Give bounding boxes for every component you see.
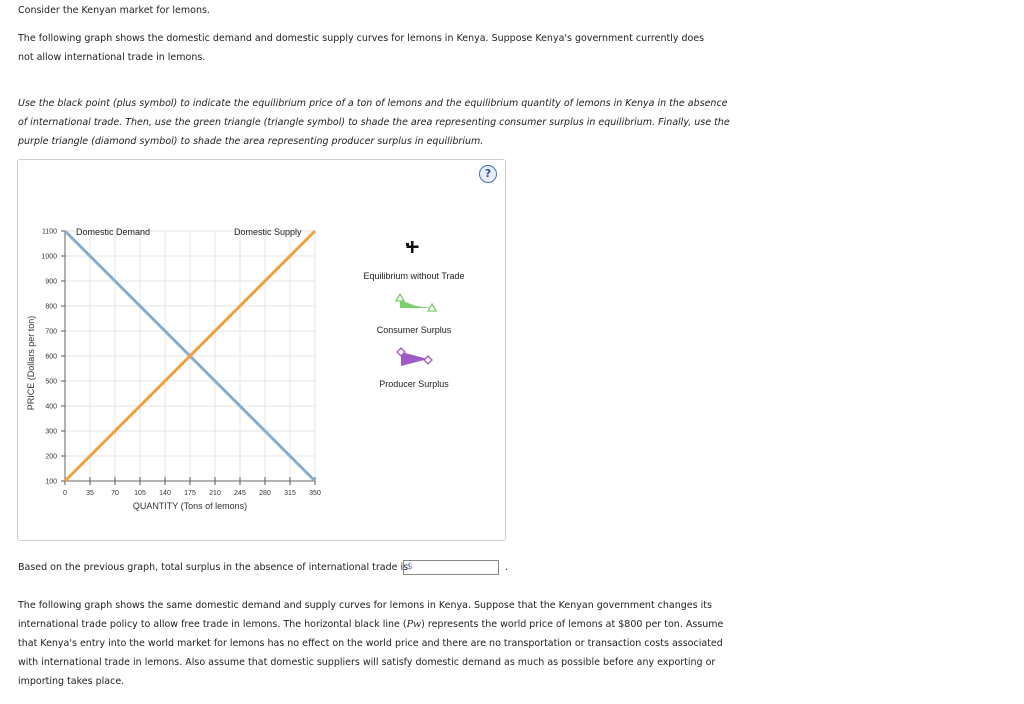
x-tick-label: 210 (209, 490, 221, 497)
x-tick-label: 350 (309, 490, 321, 497)
consumer-surplus-tool[interactable] (377, 294, 452, 335)
free-trade-text-b: ) represents the world price of lemons at $800 per ton. Assume that Kenya's entry into the world market for lemons has no effect on the world price and there are no transportation or transaction costs associated with international trade in lemons. Also assume that domestic suppliers will satisfy domestic demand as much as possible before any exporting or importing takes place. (18, 619, 724, 687)
y-tick-label: 100 (45, 478, 57, 486)
y-tick-label: 700 (45, 328, 57, 336)
question-period: . (505, 562, 509, 573)
x-tick-label: 140 (159, 490, 171, 497)
y-axis-label: PRICE (Dollars per ton) (26, 315, 36, 411)
demand-curve-label: Domestic Demand (76, 227, 151, 237)
plus-icon (406, 241, 419, 253)
supply-demand-chart[interactable] (18, 160, 505, 540)
producer-surplus-tool[interactable] (379, 348, 449, 389)
total-surplus-question: Based on the previous graph, total surplus in the absence of international trade is (18, 562, 409, 573)
graph-panel (17, 159, 506, 541)
x-tick-label: 245 (234, 490, 246, 497)
y-tick-label: 400 (45, 403, 57, 411)
y-tick-label: 500 (45, 378, 57, 386)
free-trade-paragraph (18, 596, 730, 691)
y-tick-label: 600 (45, 353, 57, 361)
y-tick-label: 900 (45, 278, 57, 286)
y-tick-label: 300 (45, 428, 57, 436)
triangle-icon (396, 294, 436, 311)
help-icon[interactable]: ? (479, 165, 497, 183)
x-tick-label: 280 (259, 490, 271, 497)
equilibrium-legend-label: Equilibrium without Trade (363, 271, 465, 281)
x-tick-label: 105 (134, 490, 146, 497)
producer-surplus-legend-label: Producer Surplus (379, 379, 449, 389)
x-tick-label: 175 (184, 490, 196, 497)
total-surplus-input[interactable]: $ (403, 560, 499, 575)
instructions-paragraph: Use the black point (plus symbol) to indicate the equilibrium price of a ton of lemons and the equilibrium quantity of lemons in Kenya in the absence of international trade. Then, use the green triangle (triangle symbol) to shade the area representing consumer surplus in equilibrium. Finally, use the purple triangle (diamond symbol) to shade the area representing producer surplus in equilibrium. (18, 98, 730, 147)
consumer-surplus-legend-label: Consumer Surplus (376, 325, 452, 335)
y-tick-label: 1000 (41, 253, 57, 261)
x-tick-label: 70 (111, 490, 119, 497)
world-price-symbol: Pw (406, 619, 422, 630)
x-axis-label: QUANTITY (Tons of lemons) (132, 501, 248, 511)
diamond-icon (397, 348, 432, 366)
supply-curve-label: Domestic Supply (234, 227, 302, 237)
intro-text: Consider the Kenyan market for lemons. (18, 5, 210, 16)
free-trade-text-a: The following graph shows the same domestic demand and supply curves for lemons in Kenya. Suppose that the Kenyan government changes its international trade policy to allow free trade in lemons. The horizontal black line ( (18, 600, 712, 630)
x-tick-label: 315 (284, 490, 296, 497)
context-paragraph: The following graph shows the domestic demand and domestic supply curves for lemons in Kenya. Suppose Kenya's government currently does not allow international trade in lemons. (18, 33, 705, 63)
x-tick-label: 35 (86, 490, 94, 497)
y-tick-label: 800 (45, 303, 57, 311)
equilibrium-tool[interactable] (363, 241, 464, 281)
x-tick-label: 0 (63, 490, 67, 497)
y-tick-label: 1100 (41, 228, 57, 236)
y-tick-label: 200 (45, 453, 57, 461)
